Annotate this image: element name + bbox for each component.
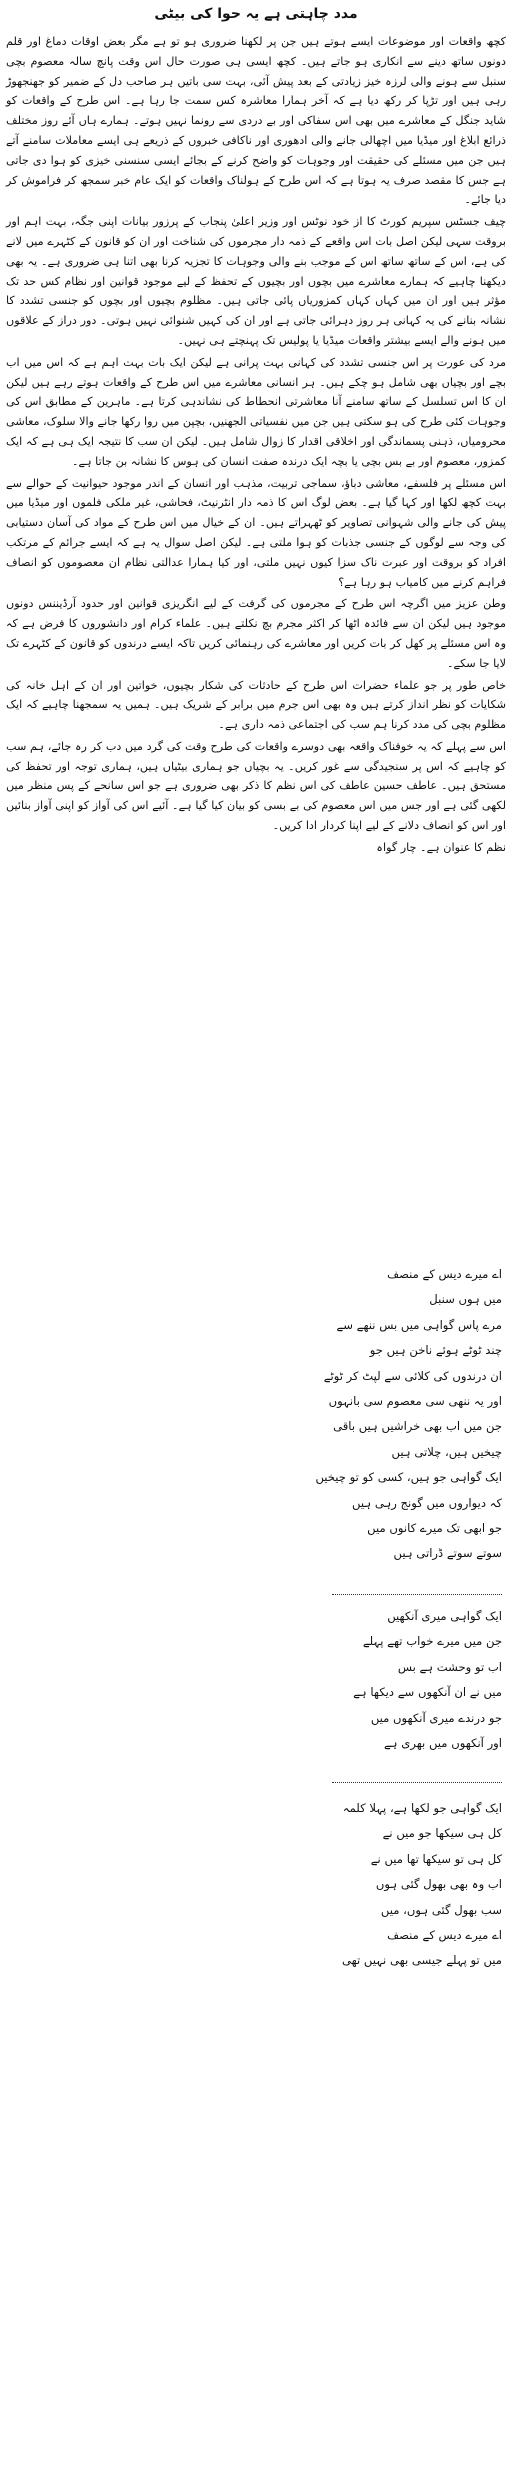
poem-line: اب تو وحشت ہے بس [397,1659,502,1674]
poem-line: ایک گواہی میری آنکھیں [387,1609,502,1623]
stanza-divider [332,1594,502,1595]
poem-line: ایک گواہی جو لکھا ہے، پہلا کلمہ [342,1801,502,1815]
poem-line: جن میں اب بھی خراشیں ہیں باقی [333,1419,502,1434]
poem-line: مرے پاس گواہی میں بس ننھے سے [336,1317,502,1332]
poem-line: کہ دیواروں میں گونج رہی ہیں [352,1495,502,1510]
poem-line: اور آنکھوں میں بھری ہے [383,1736,502,1751]
poem-line: چند ٹوٹے ہوئے ناخن ہیں جو [369,1343,502,1358]
poem-line: اے میرے دیس کے منصف [387,1267,502,1281]
article-paragraph: خاص طور پر جو علماء حضرات اس طرح کے حادثات کی شکار بچیوں، خواتین اور ان کے اہل خانہ کی شکایات کو نظر انداز کرتے ہیں وہ بھی اس جرم میں برابر کے شریک ہیں۔ ہمیں یہ سمجھنا چاہیے کہ ایک مظلوم بچی کی مدد کرنا ہم سب کی اجتماعی ذمہ داری ہے۔ [6,678,506,732]
poem-line: سب بھول گئی ہوں، میں [380,1902,502,1917]
poem-line: میں نے ان آنکھوں سے دیکھا ہے [353,1685,502,1700]
poem-line: جن میں میرے خواب تھے پہلے [362,1634,502,1649]
poem-line: اور یہ ننھی سی معصوم سی بانہوں [328,1394,502,1409]
poem-line: کل ہی تو سیکھا تھا میں نے [370,1851,502,1866]
poem-line: ایک گواہی جو ہیں، کسی کو تو چیخیں [315,1470,502,1485]
article-title: مدد چاہتی ہے یہ حوا کی بیٹی [154,6,358,22]
poem-line: اب وہ بھی بھول گئی ہوں [375,1877,502,1892]
article-body [6,32,506,860]
article-paragraph: مرد کی عورت پر اس جنسی تشدد کی کہانی بہت پرانی ہے لیکن ایک بات بہت اہم ہے کہ اس میں اب بچے اور بچیاں بھی شامل ہو چکے ہیں۔ ہر انسانی معاشرے میں اس طرح کے واقعات ہوتے رہے ہیں لیکن ان کا اس تسلسل کے ساتھ سامنے آنا معاشرتی انحطاط کی نشاندہی کرتا ہے۔ ماہرین کے مطابق اس کی وجوہات کئی طرح کی ہو سکتی ہیں جن میں نفسیاتی الجھنیں، بچپن میں روا رکھا جانے والا سلوک، معاشی محرومیاں، ذہنی پسماندگی اور اخلاقی اقدار کا زوال شامل ہیں۔ لیکن ان سب کا نتیجہ ایک ہی ہے کہ ایک کمزور، معصوم اور بے بس بچی یا بچہ ایک درندہ صفت انسان کی ہوس کا نشانہ بن جاتا ہے۔ [6,355,506,468]
article-paragraph: کچھ واقعات اور موضوعات ایسے ہوتے ہیں جن پر لکھنا ضروری ہو تو ہے مگر بعض اوقات دماغ اور قلم دونوں ساتھ دینے سے انکاری ہو جاتے ہیں۔ کچھ ایسی ہی صورت حال اس وقت پانچ سالہ معصوم بچی سنبل سے ہونے والی لرزہ خیز زیادتی کے بعد پیش آئی، بہت سی باتیں ہر صاحب دل کے ضمیر کو جھنجھوڑ رہی ہیں اور تڑپا کر رکھ دیا ہے کہ آخر ہمارا معاشرہ کس سمت جا رہا ہے۔ اس طرح کے واقعات کو شاید جنگل کے معاشرے میں بھی اس سفاکی اور بے دردی سے رونما نہیں ہوتے۔ ہمارے ہاں آئے روز مختلف ذرائع ابلاغ اور میڈیا میں اچھالی جانے والی ادھوری اور ناکافی خبروں کے ذریعے ہی ایسے معاملات سامنے آتے ہیں جن میں مسئلے کی حقیقت اور وجوہات کو واضح کرنے کے بجائے ایسی سنسنی خیزی کو ہوا دی جاتی ہے جس کا مقصد صرف یہ ہوتا ہے کہ اس طرح کے ہولناک واقعات کو ایک عام خبر سمجھ کر فراموش کر دیا جائے۔ [6,35,506,207]
poem-stanza-2 [302,1604,502,1756]
stanza-divider [332,1782,502,1783]
poem-line: اے میرے دیس کے منصف [387,1928,502,1943]
poem-stanza-3 [302,1796,502,1974]
poem-line: سوتے سوتے ڈراتی ہیں [393,1546,502,1561]
poem-line: میں ہوں سنبل [429,1292,502,1307]
poem-line: جو درندے میری آنکھوں میں [370,1710,502,1725]
poem-stanza-1 [302,1262,502,1567]
poem-line: کل ہی سیکھا جو میں نے [382,1826,502,1841]
article-paragraph: اس سے پہلے کہ یہ خوفناک واقعہ بھی دوسرے واقعات کی طرح وقت کی گرد میں دب کر رہ جائے، ہم سب کو چاہیے کہ اس پر سنجیدگی سے غور کریں۔ یہ بچیاں جو ہماری بیٹیاں ہیں، ہماری توجہ اور تحفظ کی مستحق ہیں۔ عاطف حسین عاطف کی اس نظم کا ذکر بھی ضروری ہے جو اس سانحے کے پس منظر میں لکھی گئی ہے اور جس میں اس معصوم کی بے بسی کو بیان کیا گیا ہے۔ آئیے اس کی آواز کو اپنی آواز بنائیں اور اس کو انصاف دلانے کے لیے اپنا کردار ادا کریں۔ [6,739,506,833]
poem-line: چیخیں ہیں، چلاتی ہیں [391,1444,502,1459]
poem-line: ان درندوں کی کلائی سے لپٹ کر ٹوٹے [323,1368,502,1383]
poem-line: جو ابھی تک میرے کانوں میں [367,1521,502,1536]
article-paragraph: اس مسئلے پر فلسفے، معاشی دباؤ، سماجی تربیت، مذہب اور انسان کے اندر موجود حیوانیت کے حوالے سے بہت کچھ لکھا اور کہا گیا ہے۔ بعض لوگ اس کا ذمہ دار انٹرنیٹ، فحاشی، غیر ملکی فلموں اور میڈیا میں پیش کی جانے والی شہوانی تصاویر کو ٹھہراتے ہیں۔ ان کے خیال میں اس طرح کے مواد کی آسان دستیابی کی وجہ سے لوگوں کے جنسی جذبات کو ہوا ملتی ہے۔ لیکن اصل سوال یہ ہے کہ ایسے جرائم کے مرتکب افراد کو بروقت اور عبرت ناک سزا کیوں نہیں ملتی، اور کیا ہمارا عدالتی نظام ان معصوموں کو انصاف فراہم کرنے میں کامیاب ہو رہا ہے؟ [6,476,506,589]
poem-line: میں تو پہلے جیسی بھی نہیں تھی [342,1953,502,1968]
article-paragraph: چیف جسٹس سپریم کورٹ کا از خود نوٹس اور وزیر اعلیٰ پنجاب کے پرزور بیانات اپنی جگہ، بہت اہم اور بروقت سہی لیکن اصل بات اس واقعے کے ذمہ دار مجرموں کی شناخت اور ان کو قانون کے کٹہرے میں لانے کی ہے، اس کے ساتھ ساتھ اس کے موجب بنے والی وجوہات کا تجزیہ کرنا بھی اتنا ہی ضروری ہے۔ یہ بھی دیکھنا چاہیے کہ ہمارے معاشرے میں بچوں اور بچیوں کے تحفظ کے لیے موجود قوانین اور نظام کس حد تک مؤثر ہیں اور ان میں کہاں کہاں کمزوریاں پائی جاتی ہیں۔ مظلوم بچیوں اور بچوں کو جنسی تشدد کا نشانہ بنانے کی یہ کہانی ہر روز دہرائی جاتی ہے اور ان کی کہیں شنوائی نہیں ہوتی۔ دور دراز کے علاقوں میں ہونے والے ایسے بیشتر واقعات میڈیا یا پولیس تک پہنچتے ہی نہیں۔ [6,215,506,347]
article-paragraph: وطن عزیز میں اگرچہ اس طرح کے مجرموں کی گرفت کے لیے انگریزی قوانین اور حدود آرڈیننس دونوں موجود ہیں لیکن ان سے فائدہ اٹھا کر اکثر مجرم بچ نکلتے ہیں۔ علماء کرام اور دانشوروں کا فرض ہے کہ وہ اس مسئلے پر کھل کر بات کریں اور معاشرے کی رہنمائی کریں تاکہ ایسے درندوں کو قانون کے کٹہرے تک لایا جا سکے۔ [6,597,506,670]
poem-title-intro: نظم کا عنوان ہے۔ چار گواہ [376,840,506,854]
